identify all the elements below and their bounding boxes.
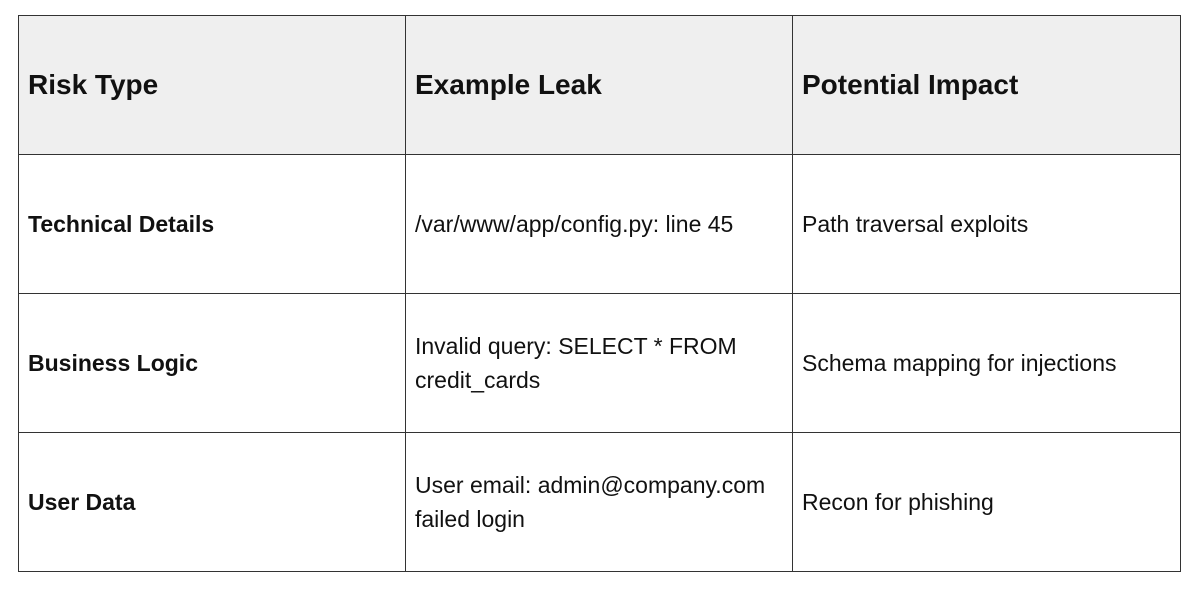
table-header-row (19, 16, 1181, 155)
risk-table-container (18, 15, 1180, 572)
example-leak-cell: Invalid query: SELECT * FROM credit_cards (406, 294, 793, 433)
potential-impact-cell: Recon for phishing (793, 433, 1181, 572)
potential-impact-cell: Path traversal exploits (793, 155, 1181, 294)
risk-table (18, 15, 1181, 572)
header-example-leak: Example Leak (406, 16, 793, 155)
header-risk-type: Risk Type (19, 16, 406, 155)
potential-impact-cell: Schema mapping for injections (793, 294, 1181, 433)
example-leak-cell: User email: admin@company.com failed login (406, 433, 793, 572)
table-row (19, 155, 1181, 294)
example-leak-cell: /var/www/app/config.py: line 45 (406, 155, 793, 294)
risk-type-cell: User Data (19, 433, 406, 572)
table-row (19, 433, 1181, 572)
header-potential-impact: Potential Impact (793, 16, 1181, 155)
risk-type-cell: Business Logic (19, 294, 406, 433)
risk-type-cell: Technical Details (19, 155, 406, 294)
table-row (19, 294, 1181, 433)
